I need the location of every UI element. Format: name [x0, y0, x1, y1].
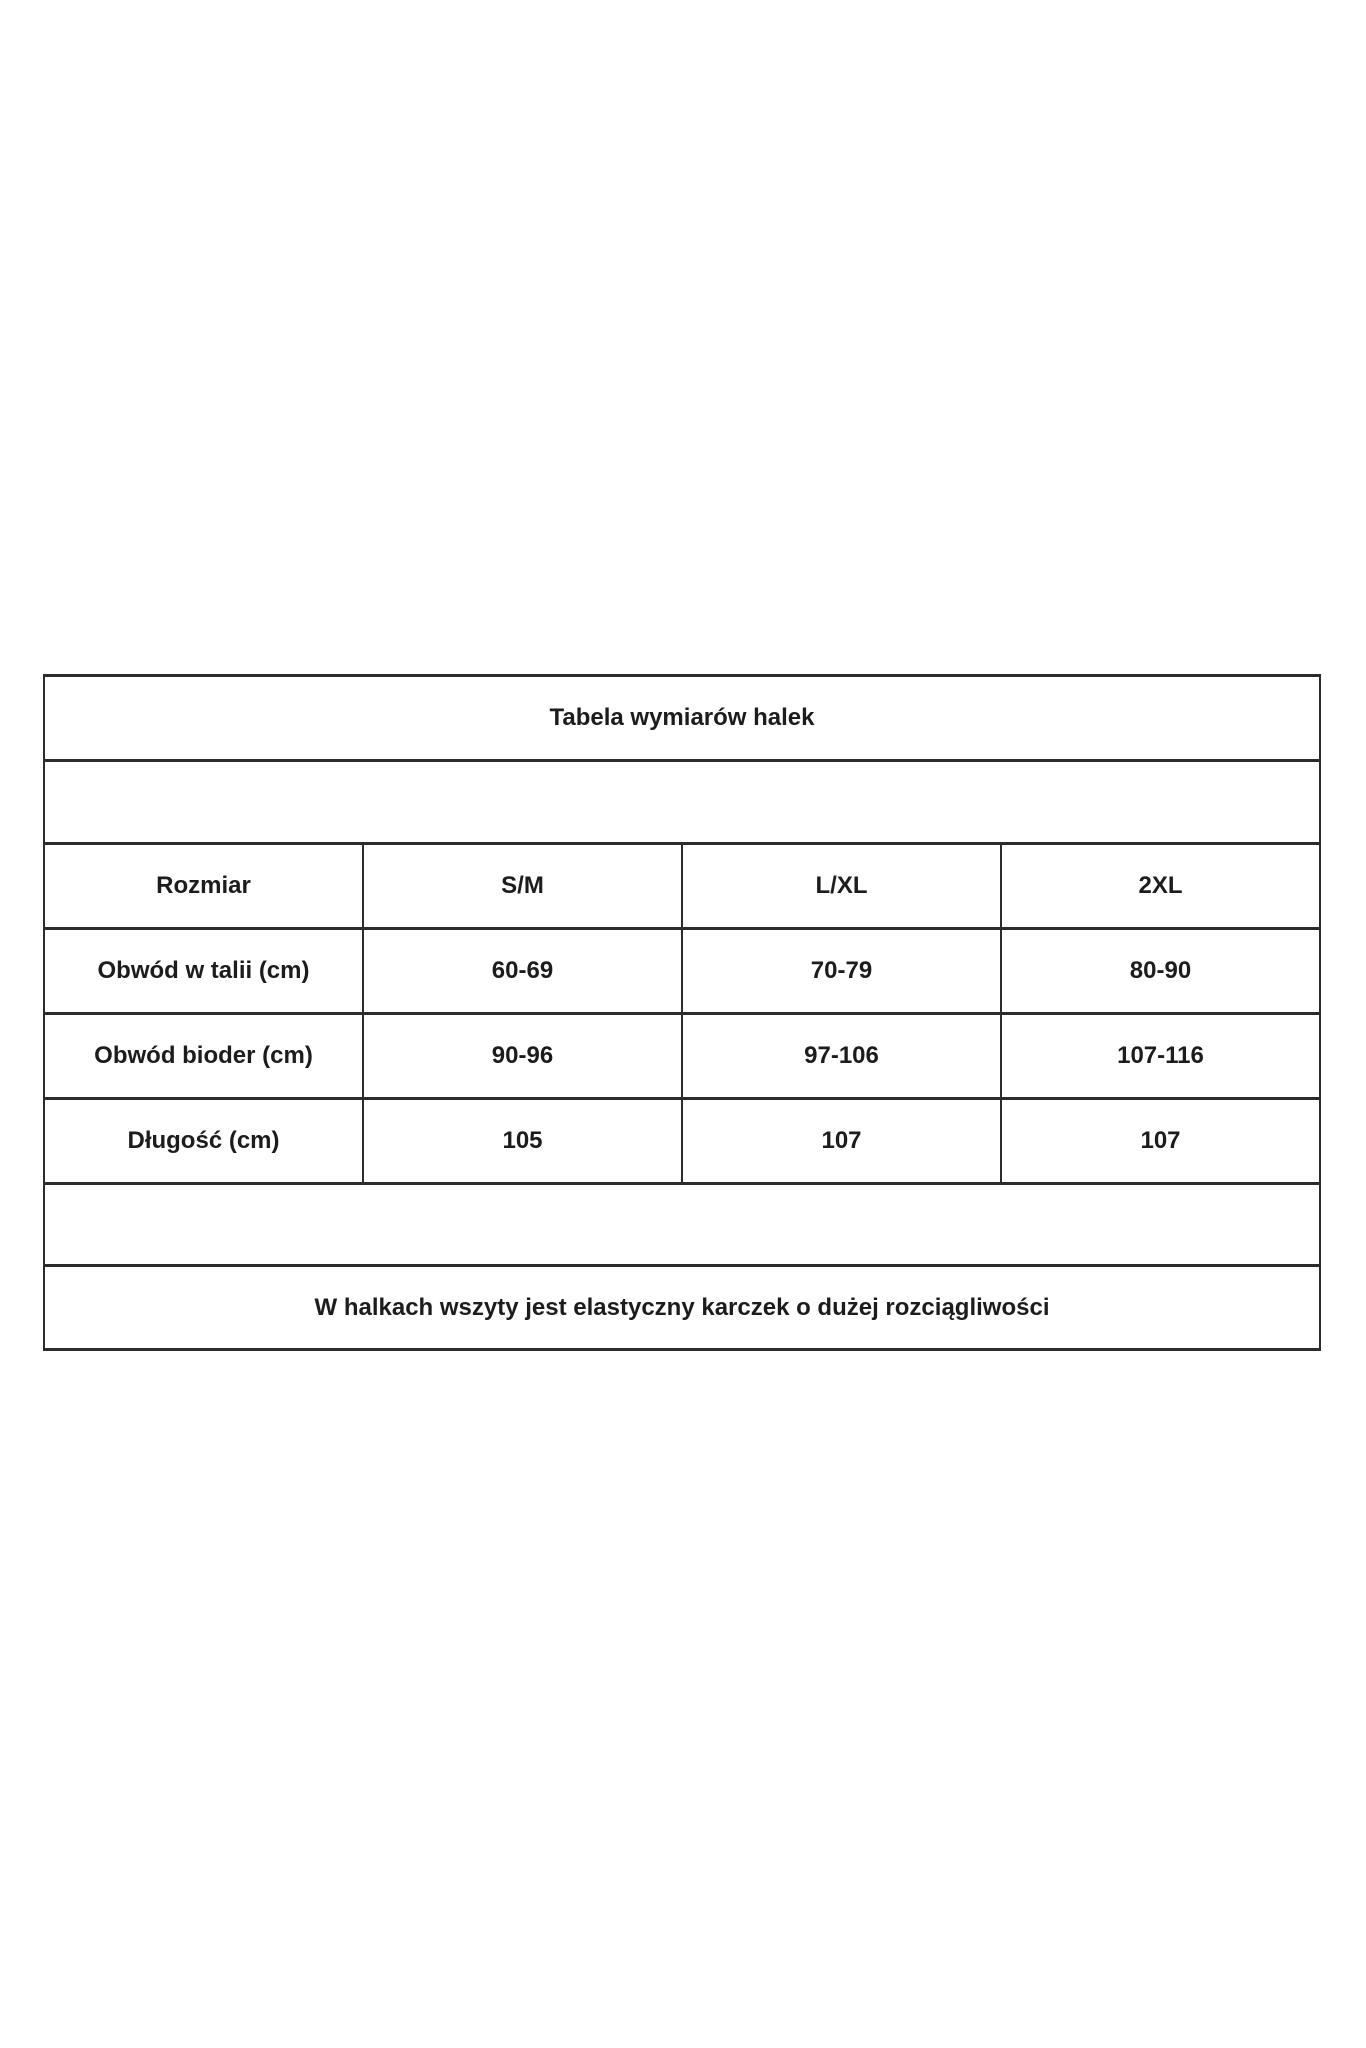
length-value-lxl: 107	[682, 1099, 1001, 1184]
header-size-sm: S/M	[363, 844, 682, 929]
waist-value-2xl: 80-90	[1001, 929, 1320, 1014]
header-rozmiar: Rozmiar	[44, 844, 363, 929]
table-row-waist	[44, 929, 1320, 1014]
waist-value-sm: 60-69	[363, 929, 682, 1014]
hips-value-sm: 90-96	[363, 1014, 682, 1099]
header-size-lxl: L/XL	[682, 844, 1001, 929]
header-row	[44, 844, 1320, 929]
title-row	[44, 676, 1320, 761]
length-value-2xl: 107	[1001, 1099, 1320, 1184]
note-row	[44, 1266, 1320, 1350]
spacer-cell	[44, 761, 1320, 844]
row-label-waist: Obwód w talii (cm)	[44, 929, 363, 1014]
spacer-cell	[44, 1184, 1320, 1266]
table-row-hips	[44, 1014, 1320, 1099]
table-note: W halkach wszyty jest elastyczny karczek o dużej rozciągliwości	[44, 1266, 1320, 1350]
header-size-2xl: 2XL	[1001, 844, 1320, 929]
size-table-grid	[43, 674, 1321, 1351]
waist-value-lxl: 70-79	[682, 929, 1001, 1014]
row-label-hips: Obwód bioder (cm)	[44, 1014, 363, 1099]
hips-value-lxl: 97-106	[682, 1014, 1001, 1099]
table-title: Tabela wymiarów halek	[44, 676, 1320, 761]
spacer-row-top	[44, 761, 1320, 844]
hips-value-2xl: 107-116	[1001, 1014, 1320, 1099]
row-label-length: Długość (cm)	[44, 1099, 363, 1184]
size-table	[43, 674, 1321, 1351]
length-value-sm: 105	[363, 1099, 682, 1184]
table-row-length	[44, 1099, 1320, 1184]
spacer-row-bottom	[44, 1184, 1320, 1266]
